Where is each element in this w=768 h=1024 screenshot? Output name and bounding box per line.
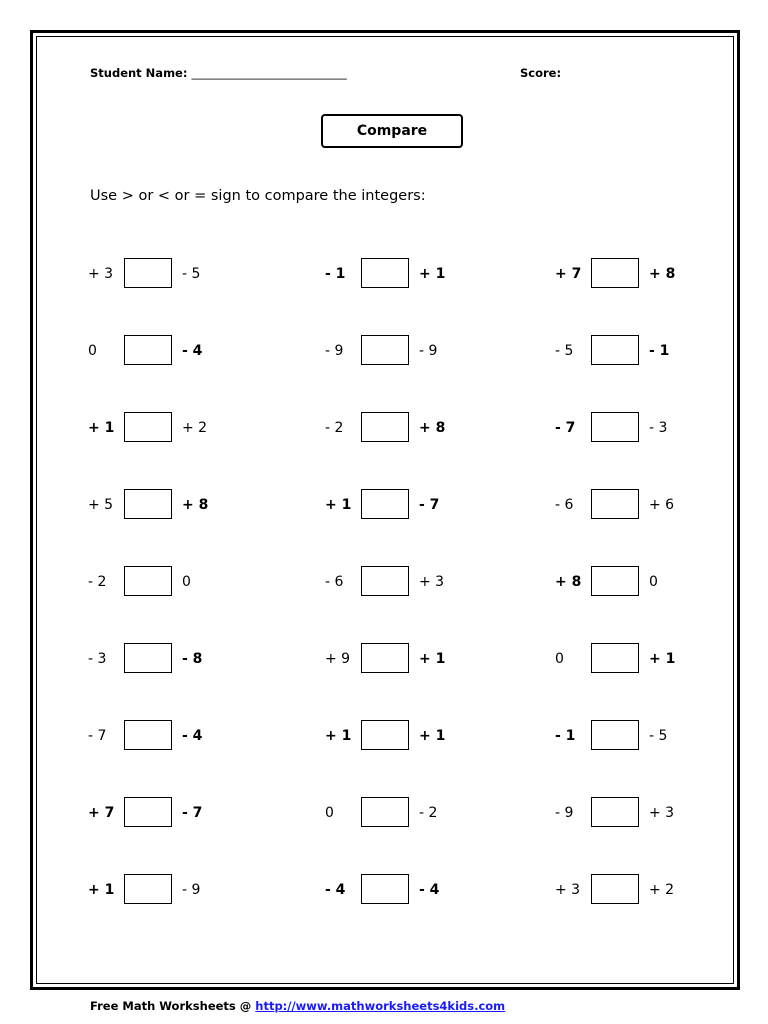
compare-problem — [555, 487, 715, 523]
compare-problem — [325, 487, 485, 523]
answer-box[interactable] — [361, 643, 409, 673]
compare-problem — [555, 872, 715, 908]
left-integer: - 4 — [325, 882, 346, 898]
compare-problem — [555, 641, 715, 677]
left-integer: 0 — [555, 651, 564, 667]
left-integer: + 1 — [88, 882, 115, 898]
right-integer: - 3 — [649, 420, 668, 436]
student-name-field[interactable]: ___________________________ — [191, 66, 347, 80]
instructions: Use > or < or = sign to compare the integers: — [90, 188, 426, 204]
answer-box[interactable] — [361, 489, 409, 519]
compare-problem — [325, 641, 485, 677]
right-integer: + 2 — [649, 882, 675, 898]
left-integer: - 2 — [325, 420, 344, 436]
right-integer: - 1 — [649, 343, 670, 359]
left-integer: + 5 — [88, 497, 114, 513]
right-integer: + 8 — [419, 420, 446, 436]
left-integer: + 7 — [88, 805, 115, 821]
answer-box[interactable] — [124, 258, 172, 288]
left-integer: + 3 — [88, 266, 114, 282]
answer-box[interactable] — [591, 797, 639, 827]
student-name-line — [90, 66, 347, 80]
answer-box[interactable] — [591, 412, 639, 442]
left-integer: 0 — [325, 805, 334, 821]
compare-problem — [325, 718, 485, 754]
footer — [90, 999, 505, 1013]
left-integer: - 6 — [325, 574, 344, 590]
answer-box[interactable] — [591, 720, 639, 750]
right-integer: - 9 — [419, 343, 438, 359]
compare-problem — [88, 641, 248, 677]
answer-box[interactable] — [361, 797, 409, 827]
left-integer: + 9 — [325, 651, 351, 667]
left-integer: - 1 — [325, 266, 346, 282]
answer-box[interactable] — [124, 489, 172, 519]
left-integer: 0 — [88, 343, 97, 359]
right-integer: + 3 — [419, 574, 445, 590]
compare-problem — [325, 795, 485, 831]
compare-problem — [555, 410, 715, 446]
compare-problem — [325, 872, 485, 908]
compare-problem — [555, 795, 715, 831]
left-integer: - 9 — [555, 805, 574, 821]
answer-box[interactable] — [361, 874, 409, 904]
answer-box[interactable] — [361, 258, 409, 288]
left-integer: + 1 — [325, 728, 352, 744]
right-integer: - 4 — [182, 343, 203, 359]
answer-box[interactable] — [591, 566, 639, 596]
answer-box[interactable] — [361, 720, 409, 750]
left-integer: + 3 — [555, 882, 581, 898]
compare-problem — [88, 487, 248, 523]
worksheet-title: Compare — [321, 114, 463, 148]
right-integer: - 4 — [182, 728, 203, 744]
left-integer: - 6 — [555, 497, 574, 513]
answer-box[interactable] — [124, 874, 172, 904]
answer-box[interactable] — [591, 643, 639, 673]
compare-problem — [555, 333, 715, 369]
left-integer: + 8 — [555, 574, 582, 590]
right-integer: 0 — [182, 574, 191, 590]
answer-box[interactable] — [591, 335, 639, 365]
answer-box[interactable] — [124, 797, 172, 827]
left-integer: - 3 — [88, 651, 107, 667]
left-integer: + 1 — [88, 420, 115, 436]
compare-problem — [325, 256, 485, 292]
compare-problem — [325, 564, 485, 600]
right-integer: - 8 — [182, 651, 203, 667]
right-integer: + 8 — [649, 266, 676, 282]
answer-box[interactable] — [124, 720, 172, 750]
right-integer: + 1 — [419, 651, 446, 667]
right-integer: + 2 — [182, 420, 208, 436]
answer-box[interactable] — [361, 335, 409, 365]
left-integer: - 1 — [555, 728, 576, 744]
answer-box[interactable] — [591, 258, 639, 288]
right-integer: - 9 — [182, 882, 201, 898]
left-integer: - 7 — [88, 728, 107, 744]
answer-box[interactable] — [124, 412, 172, 442]
answer-box[interactable] — [124, 643, 172, 673]
compare-problem — [88, 564, 248, 600]
answer-box[interactable] — [124, 566, 172, 596]
right-integer: + 3 — [649, 805, 675, 821]
student-name-label: Student Name: — [90, 66, 188, 80]
left-integer: - 7 — [555, 420, 576, 436]
left-integer: + 1 — [325, 497, 352, 513]
score-label: Score: — [520, 66, 562, 80]
left-integer: - 9 — [325, 343, 344, 359]
footer-link[interactable]: http://www.mathworksheets4kids.com — [255, 999, 506, 1013]
left-integer: + 7 — [555, 266, 582, 282]
answer-box[interactable] — [124, 335, 172, 365]
right-integer: - 2 — [419, 805, 438, 821]
compare-problem — [555, 564, 715, 600]
right-integer: - 7 — [182, 805, 203, 821]
right-integer: + 6 — [649, 497, 675, 513]
compare-problem — [88, 718, 248, 754]
compare-problem — [325, 410, 485, 446]
right-integer: - 5 — [182, 266, 201, 282]
right-integer: + 1 — [419, 266, 446, 282]
answer-box[interactable] — [591, 874, 639, 904]
compare-problem — [555, 718, 715, 754]
answer-box[interactable] — [361, 412, 409, 442]
compare-problem — [88, 410, 248, 446]
compare-problem — [555, 256, 715, 292]
compare-problem — [88, 333, 248, 369]
left-integer: - 2 — [88, 574, 107, 590]
compare-problem — [325, 333, 485, 369]
compare-problem — [88, 256, 248, 292]
right-integer: - 4 — [419, 882, 440, 898]
compare-problem — [88, 872, 248, 908]
left-integer: - 5 — [555, 343, 574, 359]
answer-box[interactable] — [591, 489, 639, 519]
answer-box[interactable] — [361, 566, 409, 596]
compare-problem — [88, 795, 248, 831]
right-integer: + 1 — [419, 728, 446, 744]
right-integer: - 7 — [419, 497, 440, 513]
right-integer: + 8 — [182, 497, 209, 513]
right-integer: 0 — [649, 574, 658, 590]
right-integer: - 5 — [649, 728, 668, 744]
right-integer: + 1 — [649, 651, 676, 667]
footer-text: Free Math Worksheets @ — [90, 999, 256, 1013]
